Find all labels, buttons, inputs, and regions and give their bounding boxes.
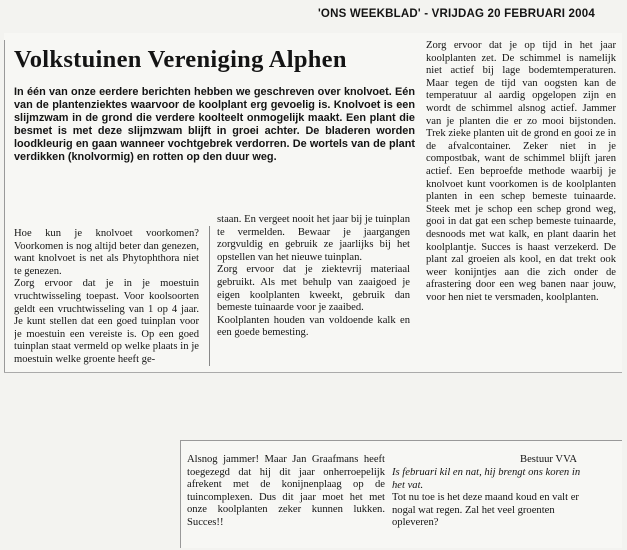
article-column-2 [217, 214, 410, 368]
clipping-edge [4, 372, 622, 373]
intro-paragraph: In één van onze eerdere berichten hebben we geschreven over knolvoet. Eén van de plantenziektes waarvoor de koolplant erg gevoelig is. Knolvoet is een slijmzwam in de grond die verdere koolteelt onmogelijk maakt. Een plant die besmet is met deze slijmzwam blijft in groei achter. De bladeren worden loodkleurig en gaan wanneer vochtgebrek verdorren. De wortels van de plant verdikken (knolvormig) en rotten op den duur weg. [14, 86, 415, 163]
clipping-edge [180, 440, 181, 548]
paragraph: Zorg ervoor dat je ziektevrij materiaal gebruikt. Als met behulp van zaaigoed je eigen koolplanten kweekt, gebruik dan bemeste tuinaarde voor je zaaibed. [217, 264, 410, 314]
masthead: 'ONS WEEKBLAD' - VRIJDAG 20 FEBRUARI 2004 [318, 8, 595, 20]
paragraph: Zorg ervoor dat je in je moestuin vruchtwisseling toepast. Voor koolsoorten geldt een vruchtwisseling van 1 op 4 jaar. Je kunt stellen dat een goed tuinplan voor je moestuin een vereiste is. Op een goed tuinplan staat vermeld op welke plaats in je moestuin welke groente heeft ge- [14, 278, 199, 365]
paragraph: Alsnog jammer! Maar Jan Graafmans heeft toegezegd dat hij dit jaar onherroepelijk afrekent met de konijnenplaag op de tuincomplexen. Dus dit jaar moet het met onze koolplanten zeker kunnen lukken. Succes!! [187, 454, 385, 528]
proverb: Is februari kil en nat, hij brengt ons koren in het vat. [392, 467, 581, 491]
continuation-column-2 [392, 467, 592, 545]
paragraph: Koolplanten houden van voldoende kalk en een goede bemesting. [217, 314, 410, 339]
column-divider [209, 226, 210, 366]
byline: Bestuur VVA [520, 454, 577, 465]
paragraph: Hoe kun je knolvoet voorkomen? Voorkomen is nog altijd beter dan genezen, want knolvoet is net als Phytophthora niet te genezen. [14, 228, 199, 277]
article-column-3 [426, 40, 616, 370]
paragraph: Zorg ervoor dat je op tijd in het jaar koolplanten zet. De schimmel is namelijk niet actief bij lage bodemtemperaturen. Maar tegen de tijd van oogsten kan de temperatuur al aardig opgelopen zijn en wordt de schimmel alsnog actief. Jammer van je planten die er zo mooi bijstonden. Trek zieke planten uit de grond en gooi ze in de afvalcontainer. Zeker niet in je compostbak, want de schimmel blijft jaren actief. Een beproefde methode waarbij je knolvoet kunt voorkomen is de koolplanten planten in een schep bemeste tuinaarde. Steek met je schop een schep grond weg, gooi in dat gat een schep bemeste tuinaarde, desnoods met wat kalk, en plant daarin het koolplantje. Succes is haast verzekerd. De plant zal groeien als kool, en dat trekt ook weer konijntjes aan die zich onder de afrastering door een weg banen naar jouw, voor hen niet te versmaden, koolplanten. [426, 40, 616, 303]
clipping-edge [4, 40, 5, 372]
paragraph: Tot nu toe is het deze maand koud en valt er nogal wat regen. Zal het veel groenten opleveren? [392, 492, 579, 529]
continuation-column-1 [187, 454, 385, 546]
article-intro [14, 86, 415, 211]
article-headline: Volkstuinen Vereniging Alphen [14, 46, 347, 73]
article-column-1 [14, 228, 199, 368]
paragraph: staan. En vergeet nooit het jaar bij je tuinplan te vermelden. Bewaar je jaargangen zorgvuldig en gebruik ze jaarlijks bij het opstellen van het nieuwe tuinplan. [217, 214, 410, 263]
clipping-edge [180, 440, 622, 441]
